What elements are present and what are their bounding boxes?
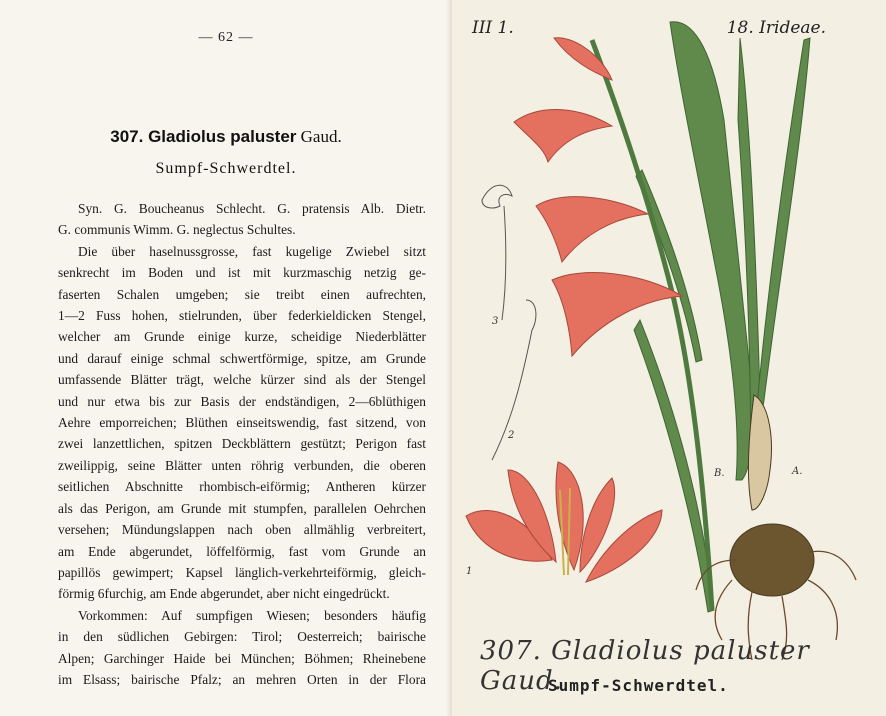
plate-common-name: Sumpf-Schwerdtel. <box>548 676 729 695</box>
stigma <box>482 185 512 208</box>
flower <box>552 273 682 356</box>
text-line: Die über haselnussgrosse, fast kugelige Zwiebel sitzt <box>78 243 426 259</box>
anther-detail <box>482 185 536 460</box>
text-line: faserten Schalen umgeben; sie treibt einen aufrechten, <box>58 286 426 302</box>
stigma-stalk <box>502 206 506 320</box>
text-line: welcher am Grunde einige kurze, scheidige Niederblätter <box>58 329 426 345</box>
text-line: versehen; Mündungslappen nach oben allmählig verbreitert, <box>58 522 426 538</box>
common-name: Sumpf-Schwerdtel. <box>155 160 297 177</box>
species-author: Gaud. <box>300 127 342 146</box>
text-line: zweilippig, seine Blätter unten röhrig verbunden, die oberen <box>58 457 426 473</box>
text-line: Aehre emporreichen; Blüthen einseitswendig, fast sitzend, von <box>58 415 426 431</box>
leaves <box>634 22 810 612</box>
corm <box>696 395 856 660</box>
flower <box>514 110 612 162</box>
plate-caption: 307. Gladiolus paluster Gaud. <box>480 636 810 696</box>
corm-bulb <box>730 524 814 596</box>
figure-mark-b: B. <box>714 468 725 479</box>
botanical-illustration <box>452 0 886 716</box>
corm-sheath <box>748 395 771 510</box>
text-line: Alpen; Garchinger Haide bei München; Böhmen; Rheinebene <box>58 650 426 666</box>
text-line: und nur etwa bis zur Basis der endständigen, 2—6blüthigen <box>58 393 426 409</box>
page-number: — 62 — <box>198 30 254 45</box>
text-line: zwei lanzettlichen, spitzen Deckblättern gestützt; Perigon fast <box>58 436 426 452</box>
text-line: als das Perigon, am Grunde mit stumpfen, parallelen Oehrchen <box>58 500 426 516</box>
species-title <box>0 127 452 147</box>
species-description <box>58 198 426 690</box>
figure-mark-1: 1 <box>466 566 473 577</box>
flower-spike <box>514 38 682 356</box>
text-line: Syn. G. Boucheanus Schlecht. G. pratensis Alb. Dietr. <box>78 201 426 216</box>
text-line: im Elsass; bairische Pfalz; an mehren Orten in der Flora <box>58 671 426 687</box>
figure-mark-2: 2 <box>508 430 515 441</box>
plate-family-label: 18. Irideae. <box>726 18 826 38</box>
text-line: seitlichen Abschnitte rhombisch-eiförmig; Antheren kürzer <box>58 479 426 495</box>
figure-mark-a: A. <box>792 466 803 477</box>
text-line: Vorkommen: Auf sumpfigen Wiesen; besonders häufig <box>78 607 426 623</box>
text-line: senkrecht im Boden und ist mit kurzmaschig netzig ge- <box>58 265 426 281</box>
text-line: umfassende Blätter trägt, welche kürzer sind als der Stengel <box>58 372 426 388</box>
text-line: G. communis Wimm. G. neglectus Schultes. <box>58 222 296 238</box>
text-line: und darauf einige schmal schwertförmige, spitze, am Grunde <box>58 350 426 366</box>
flower-bud <box>554 38 612 80</box>
species-number-name: 307. Gladiolus paluster <box>110 127 297 146</box>
figure-mark-3: 3 <box>492 316 499 327</box>
leaf <box>754 38 810 440</box>
text-line: in den südlichen Gebirgen: Tirol; Oesterreich; bairische <box>58 629 426 645</box>
plate-page <box>452 0 886 716</box>
flower <box>536 197 648 262</box>
text-line: förmig 6furchig, am Ende abgerundet, aber nicht eingedrückt. <box>58 586 390 602</box>
text-line: papillös gewimpert; Kapsel länglich-verkehrteiförmig, gleich- <box>58 564 426 580</box>
plate-volume-label: III 1. <box>472 18 514 38</box>
text-line: am Ende abgerundet, löffelförmig, fast vom Grunde an <box>58 543 426 559</box>
open-flower-detail <box>466 462 662 582</box>
text-line: 1—2 Fuss hohen, stielrunden, über federkieldicken Stengel, <box>58 308 426 324</box>
